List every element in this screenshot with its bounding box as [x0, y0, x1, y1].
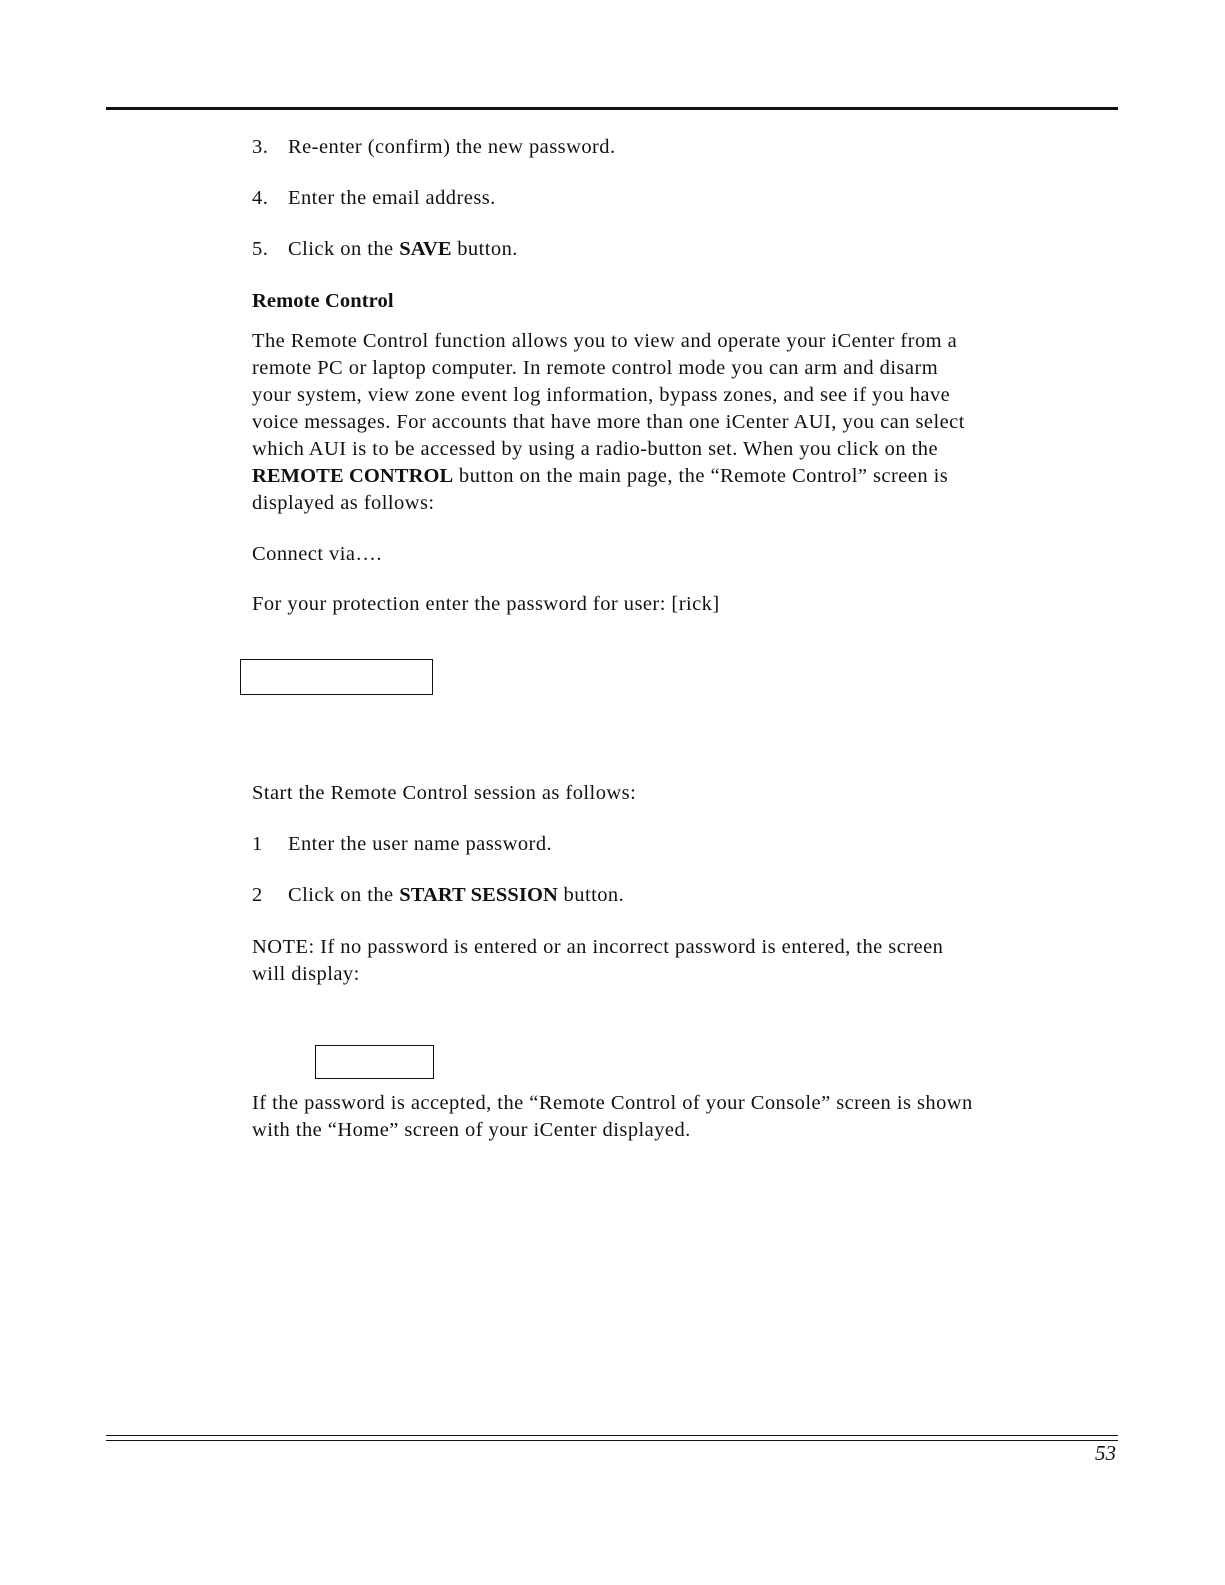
step-text-pre: Click on the: [288, 238, 400, 260]
step-text-post: button.: [557, 884, 625, 906]
session-step-1: [252, 831, 552, 858]
save-label: SAVE: [399, 238, 452, 260]
page-number: 53: [1095, 1441, 1116, 1465]
step-text-post: button.: [451, 238, 518, 260]
step-5: [252, 236, 518, 263]
intro-line: which AUI is to be accessed by using a radio-button set. When you click on the: [252, 438, 939, 460]
intro-line: The Remote Control function allows you to view and operate your iCenter from a: [252, 330, 958, 352]
intro-paragraph: [252, 328, 1102, 517]
remote-control-label: REMOTE CONTROL: [252, 465, 454, 487]
step-4: [252, 185, 496, 212]
step-text-pre: Click on the: [288, 884, 400, 906]
step-text: Re-enter (confirm) the new password.: [288, 136, 616, 158]
password-input-box: [240, 659, 433, 695]
footer-rule: [106, 1435, 1118, 1436]
header-rule: [106, 107, 1118, 110]
step-number: 3.: [252, 136, 269, 158]
session-step-2: [252, 882, 624, 909]
intro-line: displayed as follows:: [252, 492, 435, 514]
note-paragraph: [252, 934, 1102, 988]
connect-via-text: Connect via….: [252, 543, 382, 565]
error-display-box: [315, 1045, 434, 1079]
step-3: [252, 134, 616, 161]
intro-line: your system, view zone event log information, bypass zones, and see if you have: [252, 384, 951, 406]
note-line: will display:: [252, 963, 360, 985]
intro-line: remote PC or laptop computer. In remote control mode you can arm and disarm: [252, 357, 939, 379]
accepted-line: If the password is accepted, the “Remote Control of your Console” screen is shown: [252, 1092, 973, 1114]
section-heading: Remote Control: [252, 290, 394, 312]
start-session-label: START SESSION: [399, 884, 558, 906]
intro-line: REMOTE CONTROL button on the main page, the “Remote Control” screen is: [252, 465, 949, 487]
step-number: 5.: [252, 238, 269, 260]
step-text: Enter the email address.: [288, 187, 496, 209]
protection-prompt: For your protection enter the password for user: [rick]: [252, 593, 720, 615]
accepted-paragraph: [252, 1090, 1102, 1144]
accepted-line: with the “Home” screen of your iCenter displayed.: [252, 1119, 691, 1141]
step-number: 2: [252, 884, 263, 906]
note-line: NOTE: If no password is entered or an incorrect password is entered, the screen: [252, 936, 944, 958]
step-number: 4.: [252, 187, 269, 209]
intro-line: voice messages. For accounts that have more than one iCenter AUI, you can select: [252, 411, 965, 433]
step-number: 1: [252, 833, 263, 855]
step-text: Enter the user name password.: [288, 833, 553, 855]
session-intro: Start the Remote Control session as follows:: [252, 782, 637, 804]
footer-rule: [106, 1440, 1118, 1441]
